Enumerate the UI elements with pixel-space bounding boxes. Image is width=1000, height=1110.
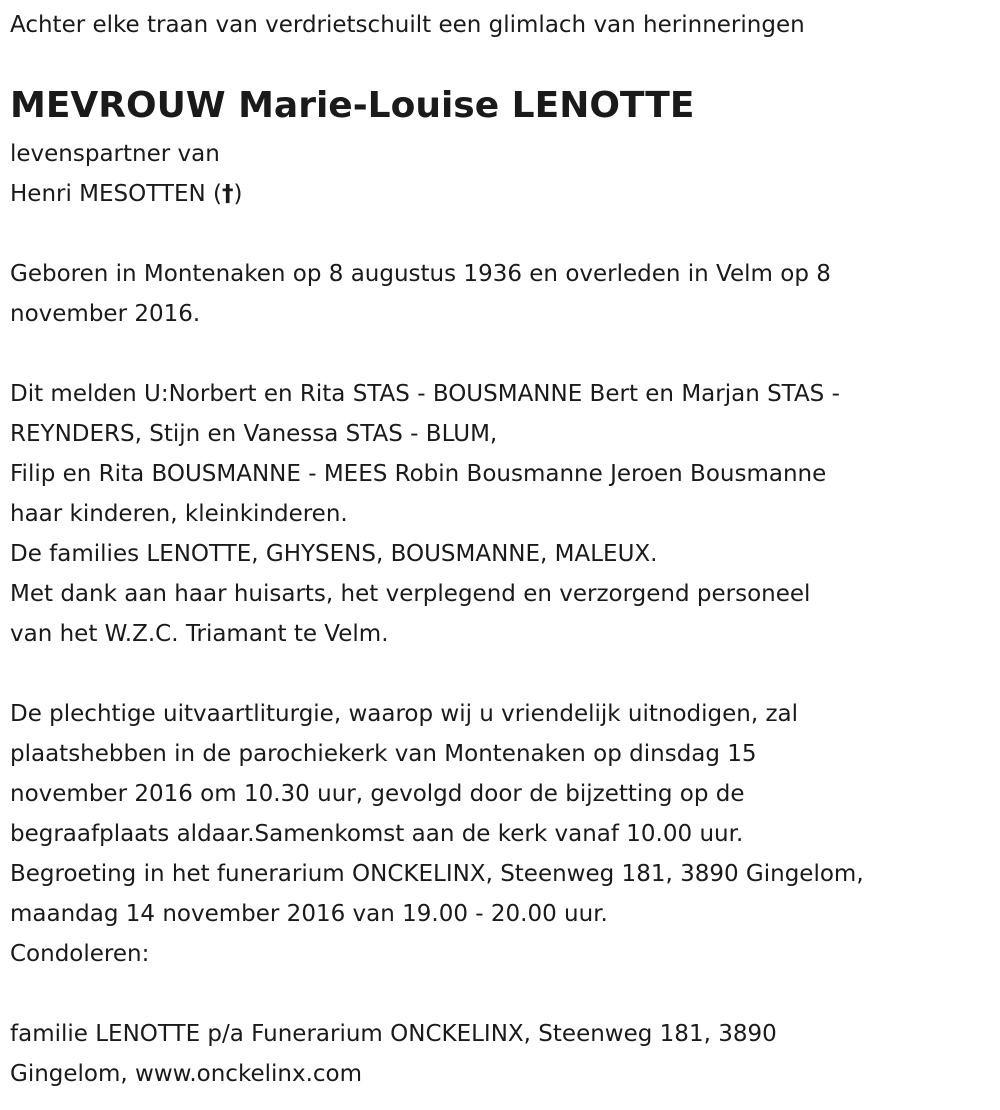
address-block <box>10 1014 990 1094</box>
funeral-block <box>10 694 990 974</box>
family-block <box>10 374 990 654</box>
deceased-name: MEVROUW Marie-Louise LENOTTE <box>10 85 695 126</box>
partner-name-close: ) <box>233 181 243 207</box>
motto-text: Achter elke traan van verdrietschuilt een glimlach van herinneringen <box>10 12 805 38</box>
cross-icon: † <box>221 181 234 207</box>
birth-death-block <box>10 254 990 334</box>
funeral-line: De plechtige uitvaartliturgie, waarop wij u vriendelijk uitnodigen, zal <box>10 701 799 727</box>
birth-death-line-1: Geboren in Montenaken op 8 augustus 1936 en overleden in Velm op 8 <box>10 261 831 287</box>
family-line: Dit melden U:Norbert en Rita STAS - BOUSMANNE Bert en Marjan STAS - <box>10 381 840 407</box>
funeral-line: begraafplaats aldaar.Samenkomst aan de kerk vanaf 10.00 uur. <box>10 821 744 847</box>
family-line: De families LENOTTE, GHYSENS, BOUSMANNE, MALEUX. <box>10 541 658 567</box>
funeral-line: Condoleren: <box>10 941 150 967</box>
family-line: REYNDERS, Stijn en Vanessa STAS - BLUM, <box>10 421 498 447</box>
family-line: Filip en Rita BOUSMANNE - MEES Robin Bousmanne Jeroen Bousmanne <box>10 461 827 487</box>
partner-name-line <box>10 174 990 214</box>
family-line: haar kinderen, kleinkinderen. <box>10 501 348 527</box>
partner-name: Henri MESOTTEN ( <box>10 181 222 207</box>
partner-block <box>10 134 990 214</box>
birth-death-line-2: november 2016. <box>10 301 201 327</box>
partner-label: levenspartner van <box>10 141 220 167</box>
family-line: van het W.Z.C. Triamant te Velm. <box>10 621 389 647</box>
address-line-1: familie LENOTTE p/a Funerarium ONCKELINX, Steenweg 181, 3890 <box>10 1021 777 1047</box>
family-line: Met dank aan haar huisarts, het verplegend en verzorgend personeel <box>10 581 811 607</box>
funeral-line: maandag 14 november 2016 van 19.00 - 20.00 uur. <box>10 901 608 927</box>
funeral-line: Begroeting in het funerarium ONCKELINX, Steenweg 181, 3890 Gingelom, <box>10 861 864 887</box>
funeral-line: plaatshebben in de parochiekerk van Montenaken op dinsdag 15 <box>10 741 757 767</box>
address-line-2: Gingelom, www.onckelinx.com <box>10 1061 363 1087</box>
funeral-line: november 2016 om 10.30 uur, gevolgd door de bijzetting op de <box>10 781 745 807</box>
